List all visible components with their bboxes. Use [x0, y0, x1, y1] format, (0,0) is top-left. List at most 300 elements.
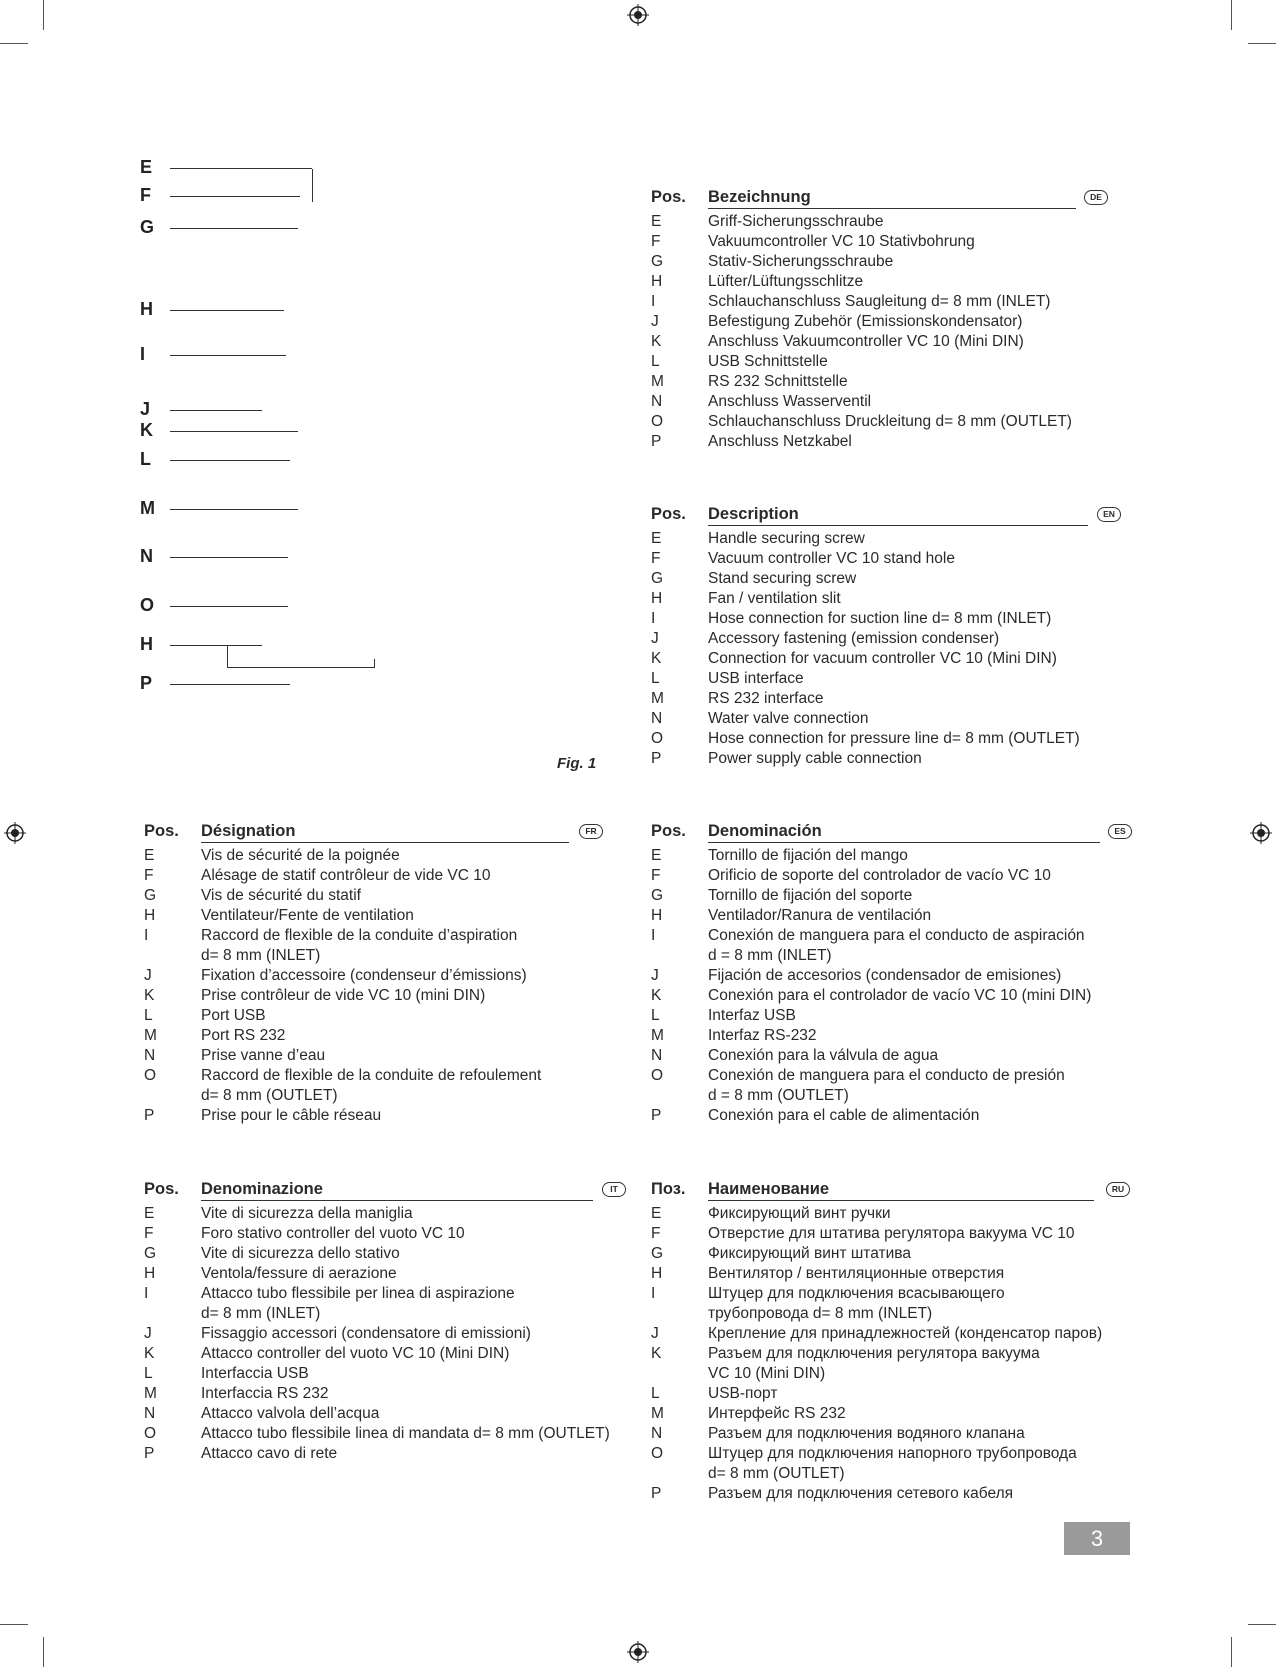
position-key: J: [651, 1325, 659, 1342]
callout-letter: H: [140, 634, 153, 654]
part-description: Handle securing screw: [708, 530, 865, 547]
leader-line: [170, 645, 262, 646]
parts-list-header: [144, 1180, 624, 1204]
parts-list-header: [651, 188, 1141, 212]
list-item: [651, 372, 1141, 392]
part-description: Ventilador/Ranura de ventilación: [708, 907, 932, 924]
parts-rows: [651, 529, 1141, 769]
callout-letter: E: [140, 157, 153, 177]
list-item: [651, 729, 1141, 749]
position-key: K: [651, 650, 662, 667]
header-rule: [708, 208, 1076, 209]
part-description: Anschluss Netzkabel: [708, 433, 852, 450]
part-description: Water valve connection: [708, 710, 869, 727]
part-description: Фиксирующий винт штатива: [708, 1245, 911, 1262]
position-key: G: [651, 570, 664, 587]
list-item: [651, 212, 1141, 232]
list-item: [651, 749, 1141, 769]
position-key: O: [651, 730, 664, 747]
part-description: Conexión para el controlador de vacío VC 10 (mini DIN): [708, 987, 1092, 1004]
position-key: G: [651, 253, 664, 270]
part-description: Attacco controller del vuoto VC 10 (Mini DIN): [201, 1345, 510, 1362]
list-item: [651, 252, 1141, 272]
pos-label: Pos.: [651, 188, 686, 206]
list-item: [144, 1324, 624, 1344]
part-description: Vis de sécurité de la poignée: [201, 847, 400, 864]
column-title: Denominazione: [201, 1180, 323, 1198]
parts-list-es: [651, 822, 1141, 1126]
position-key: P: [651, 1107, 662, 1124]
position-key: I: [651, 293, 656, 310]
part-description: Schlauchanschluss Druckleitung d= 8 mm (OUTLET): [708, 413, 1072, 430]
position-key: G: [144, 1245, 157, 1262]
crop-mark: [1248, 1624, 1276, 1625]
position-key: J: [651, 967, 659, 984]
leader-line: [170, 557, 288, 558]
part-description: Штуцер для подключения всасывающего: [708, 1285, 1005, 1302]
position-key: E: [651, 530, 662, 547]
language-badge: DE: [1084, 190, 1108, 205]
part-description: Tornillo de fijación del mango: [708, 847, 908, 864]
part-description: Vis de sécurité du statif: [201, 887, 361, 904]
position-key: J: [651, 313, 659, 330]
list-item: [144, 1444, 624, 1464]
position-key: F: [144, 1225, 154, 1242]
position-key: M: [651, 373, 664, 390]
list-item: [651, 886, 1141, 906]
leader-line: [170, 684, 290, 685]
part-description: Raccord de flexible de la conduite de refoulement: [201, 1067, 542, 1084]
part-description-continued: d = 8 mm (INLET): [708, 947, 832, 964]
list-item: [144, 1344, 624, 1364]
part-description: Attacco tubo flessibile per linea di aspirazione: [201, 1285, 515, 1302]
position-key: O: [651, 1067, 664, 1084]
list-item: [651, 609, 1141, 629]
part-description: Attacco valvola dell’acqua: [201, 1405, 380, 1422]
position-key: G: [651, 887, 664, 904]
position-key: F: [651, 233, 661, 250]
list-item: [651, 549, 1141, 569]
crop-mark: [1231, 1637, 1232, 1667]
position-key: K: [651, 1345, 662, 1362]
list-item: [651, 669, 1141, 689]
leader-line: [170, 460, 290, 461]
leader-line: [170, 509, 298, 510]
part-description: Connection for vacuum controller VC 10 (Mini DIN): [708, 650, 1057, 667]
part-description: Разъем для подключения сетевого кабеля: [708, 1485, 1014, 1502]
part-description: Stativ-Sicherungsschraube: [708, 253, 894, 270]
position-key: G: [144, 887, 157, 904]
position-key: J: [651, 630, 659, 647]
part-description: Ventilateur/Fente de ventilation: [201, 907, 414, 924]
part-description: Prise vanne d’eau: [201, 1047, 326, 1064]
part-description: Anschluss Wasserventil: [708, 393, 872, 410]
part-description: Разъем для подключения водяного клапана: [708, 1425, 1025, 1442]
header-rule: [201, 1200, 593, 1201]
part-description: Hose connection for pressure line d= 8 mm (OUTLET): [708, 730, 1080, 747]
parts-list-de: [651, 188, 1141, 452]
position-key: H: [144, 1265, 156, 1282]
list-item: [144, 906, 624, 926]
list-item: [651, 569, 1141, 589]
part-description: Griff-Sicherungsschraube: [708, 213, 884, 230]
callout-letter: K: [140, 420, 153, 440]
language-badge: IT: [602, 1182, 626, 1197]
language-badge: RU: [1106, 1182, 1130, 1197]
list-item: [144, 866, 624, 886]
list-item: [144, 1364, 624, 1384]
registration-mark-icon: [4, 822, 26, 844]
position-key: H: [144, 907, 156, 924]
part-description: Schlauchanschluss Saugleitung d= 8 mm (INLET): [708, 293, 1051, 310]
column-title: Denominación: [708, 822, 822, 840]
part-description: USB interface: [708, 670, 804, 687]
part-description: Interfaz USB: [708, 1007, 796, 1024]
part-description: Interfaccia RS 232: [201, 1385, 329, 1402]
part-description: Штуцер для подключения напорного трубопровода: [708, 1445, 1077, 1462]
part-description: Hose connection for suction line d= 8 mm (INLET): [708, 610, 1052, 627]
part-description: RS 232 interface: [708, 690, 824, 707]
callout-letter: O: [140, 595, 155, 615]
position-key: J: [144, 1325, 152, 1342]
parts-list-header: [651, 505, 1141, 529]
leader-line: [170, 606, 288, 607]
part-description-continued: трубопровода d= 8 mm (INLET): [708, 1305, 933, 1322]
list-item: [651, 689, 1141, 709]
parts-list-header: [144, 822, 624, 846]
column-title: Bezeichnung: [708, 188, 811, 206]
list-item: [651, 1264, 1141, 1284]
list-item: [651, 1384, 1141, 1404]
parts-list-header: [651, 1180, 1141, 1204]
part-description: Vakuumcontroller VC 10 Stativbohrung: [708, 233, 975, 250]
position-key: O: [144, 1067, 157, 1084]
part-description: Vite di sicurezza della maniglia: [201, 1205, 413, 1222]
list-item: [651, 1026, 1141, 1046]
position-key: N: [144, 1405, 156, 1422]
crop-mark: [43, 0, 44, 30]
pos-label: Pos.: [651, 505, 686, 523]
position-key: E: [144, 1205, 155, 1222]
pos-label: Pos.: [651, 822, 686, 840]
position-key: M: [651, 1027, 664, 1044]
position-key: H: [651, 1265, 663, 1282]
position-key: L: [651, 670, 660, 687]
position-key: M: [651, 1405, 664, 1422]
position-key: L: [651, 1385, 660, 1402]
registration-mark-icon: [627, 4, 649, 26]
position-key: O: [651, 413, 664, 430]
part-description: Foro stativo controller del vuoto VC 10: [201, 1225, 465, 1242]
list-item: [651, 1066, 1141, 1106]
language-badge: ES: [1108, 824, 1132, 839]
list-item: [144, 1424, 624, 1444]
header-rule: [708, 842, 1100, 843]
position-key: L: [144, 1365, 153, 1382]
part-description: Prise contrôleur de vide VC 10 (mini DIN): [201, 987, 486, 1004]
part-description: Vite di sicurezza dello stativo: [201, 1245, 400, 1262]
leader-line: [170, 168, 312, 169]
part-description: Разъем для подключения регулятора вакуума: [708, 1345, 1040, 1362]
position-key: P: [651, 433, 662, 450]
position-key: N: [144, 1047, 156, 1064]
leader-line: [170, 431, 298, 432]
parts-rows: [651, 212, 1141, 452]
parts-list-fr: [144, 822, 624, 1126]
part-description: Attacco cavo di rete: [201, 1445, 338, 1462]
part-description: Port USB: [201, 1007, 266, 1024]
bracket-line: [374, 659, 375, 668]
list-item: [144, 966, 624, 986]
parts-rows: [144, 1204, 624, 1464]
list-item: [651, 292, 1141, 312]
position-key: L: [651, 353, 660, 370]
part-description: Ventola/fessure di aerazione: [201, 1265, 397, 1282]
callout-letter: N: [140, 546, 153, 566]
list-item: [144, 1244, 624, 1264]
bracket-line: [227, 646, 228, 667]
registration-mark-icon: [627, 1641, 649, 1663]
leader-line: [170, 410, 262, 411]
crop-mark: [43, 1637, 44, 1667]
language-badge: FR: [579, 824, 603, 839]
position-key: N: [651, 393, 663, 410]
position-key: H: [651, 907, 663, 924]
part-description-continued: d= 8 mm (OUTLET): [708, 1465, 845, 1482]
part-description: Attacco tubo flessibile linea di mandata d= 8 mm (OUTLET): [201, 1425, 610, 1442]
list-item: [651, 649, 1141, 669]
list-item: [144, 1026, 624, 1046]
part-description: Fijación de accesorios (condensador de emisiones): [708, 967, 1062, 984]
page-number: 3: [1064, 1522, 1130, 1555]
part-description: Accessory fastening (emission condenser): [708, 630, 1000, 647]
part-description: Anschluss Vakuumcontroller VC 10 (Mini DIN): [708, 333, 1024, 350]
list-item: [651, 906, 1141, 926]
list-item: [144, 1006, 624, 1026]
position-key: L: [651, 1007, 660, 1024]
list-item: [144, 1404, 624, 1424]
position-key: I: [144, 927, 149, 944]
part-description-continued: d= 8 mm (OUTLET): [201, 1087, 338, 1104]
part-description: Raccord de flexible de la conduite d’aspiration: [201, 927, 518, 944]
part-description: Stand securing screw: [708, 570, 857, 587]
column-title: Désignation: [201, 822, 296, 840]
position-key: K: [144, 987, 155, 1004]
pos-label: Pos.: [144, 1180, 179, 1198]
part-description: Lüfter/Lüftungsschlitze: [708, 273, 864, 290]
list-item: [651, 966, 1141, 986]
part-description: USB-порт: [708, 1385, 778, 1402]
list-item: [144, 886, 624, 906]
bracket-line: [227, 667, 375, 668]
list-item: [651, 866, 1141, 886]
list-item: [144, 1224, 624, 1244]
position-key: P: [144, 1107, 155, 1124]
list-item: [651, 1244, 1141, 1264]
list-item: [651, 1444, 1141, 1484]
position-key: P: [651, 750, 662, 767]
parts-rows: [144, 846, 624, 1126]
position-key: E: [651, 847, 662, 864]
parts-list-ru: [651, 1180, 1141, 1504]
position-key: I: [651, 610, 656, 627]
part-description: Conexión de manguera para el conducto de aspiración: [708, 927, 1085, 944]
part-description: RS 232 Schnittstelle: [708, 373, 848, 390]
leader-line: [170, 355, 286, 356]
part-description: USB Schnittstelle: [708, 353, 828, 370]
registration-mark-icon: [1250, 822, 1272, 844]
list-item: [144, 1264, 624, 1284]
position-key: M: [651, 690, 664, 707]
part-description: Orificio de soporte del controlador de vacío VC 10: [708, 867, 1051, 884]
position-key: E: [144, 847, 155, 864]
part-description: Conexión de manguera para el conducto de presión: [708, 1067, 1065, 1084]
position-key: N: [651, 1047, 663, 1064]
crop-mark: [0, 43, 28, 44]
crop-mark: [0, 1624, 28, 1625]
position-key: I: [651, 1285, 656, 1302]
parts-rows: [651, 846, 1141, 1126]
leader-line: [170, 196, 300, 197]
part-description-continued: d= 8 mm (INLET): [201, 1305, 321, 1322]
list-item: [651, 1046, 1141, 1066]
crop-mark: [1231, 0, 1232, 30]
list-item: [144, 1384, 624, 1404]
list-item: [144, 1066, 624, 1106]
crop-mark: [1248, 43, 1276, 44]
parts-list-it: [144, 1180, 624, 1464]
list-item: [651, 926, 1141, 966]
callout-letter: P: [140, 673, 153, 693]
header-rule: [708, 525, 1088, 526]
position-key: L: [144, 1007, 153, 1024]
position-key: M: [144, 1385, 157, 1402]
language-badge: EN: [1097, 507, 1121, 522]
callout-letter: F: [140, 185, 151, 205]
position-key: E: [651, 1205, 662, 1222]
list-item: [144, 1046, 624, 1066]
position-key: K: [651, 987, 662, 1004]
position-key: O: [651, 1445, 664, 1462]
position-key: J: [144, 967, 152, 984]
list-item: [651, 709, 1141, 729]
position-key: N: [651, 710, 663, 727]
list-item: [651, 412, 1141, 432]
callout-letter: L: [140, 449, 151, 469]
leader-line: [170, 228, 298, 229]
list-item: [651, 529, 1141, 549]
leader-line: [170, 310, 284, 311]
callout-letter: M: [140, 498, 155, 518]
part-description: Фиксирующий винт ручки: [708, 1205, 891, 1222]
list-item: [651, 1484, 1141, 1504]
list-item: [651, 629, 1141, 649]
list-item: [651, 1006, 1141, 1026]
position-key: F: [651, 867, 661, 884]
list-item: [651, 1204, 1141, 1224]
part-description: Interfaccia USB: [201, 1365, 309, 1382]
position-key: H: [651, 273, 663, 290]
position-key: F: [651, 1225, 661, 1242]
list-item: [144, 1204, 624, 1224]
list-item: [144, 846, 624, 866]
position-key: F: [144, 867, 154, 884]
part-description: Отверстие для штатива регулятора вакуума VC 10: [708, 1225, 1075, 1242]
part-description: Fan / ventilation slit: [708, 590, 841, 607]
position-key: E: [651, 213, 662, 230]
list-item: [651, 332, 1141, 352]
position-key: M: [144, 1027, 157, 1044]
callout-letter: J: [140, 399, 151, 419]
list-item: [651, 352, 1141, 372]
list-item: [144, 1106, 624, 1126]
callout-letter: G: [140, 217, 155, 237]
part-description: Conexión para el cable de alimentación: [708, 1107, 980, 1124]
position-key: P: [651, 1485, 662, 1502]
list-item: [651, 1344, 1141, 1384]
list-item: [651, 1404, 1141, 1424]
position-key: I: [651, 927, 656, 944]
list-item: [651, 272, 1141, 292]
list-item: [651, 846, 1141, 866]
part-description: Port RS 232: [201, 1027, 286, 1044]
list-item: [651, 232, 1141, 252]
position-key: P: [144, 1445, 155, 1462]
header-rule: [201, 842, 569, 843]
parts-list-en: [651, 505, 1141, 769]
list-item: [651, 432, 1141, 452]
list-item: [651, 1424, 1141, 1444]
list-item: [651, 1284, 1141, 1324]
list-item: [144, 926, 624, 966]
header-rule: [708, 1200, 1094, 1201]
column-title: Наименование: [708, 1180, 830, 1198]
list-item: [651, 312, 1141, 332]
figure-label: Fig. 1: [557, 755, 597, 772]
position-key: O: [144, 1425, 157, 1442]
part-description: Интерфейс RS 232: [708, 1405, 846, 1422]
part-description: Conexión para la válvula de agua: [708, 1047, 939, 1064]
part-description: Fissaggio accessori (condensatore di emissioni): [201, 1325, 531, 1342]
callout-letter: H: [140, 299, 153, 319]
position-key: G: [651, 1245, 664, 1262]
list-item: [651, 392, 1141, 412]
position-key: N: [651, 1425, 663, 1442]
parts-list-header: [651, 822, 1141, 846]
part-description: Tornillo de fijación del soporte: [708, 887, 913, 904]
part-description: Interfaz RS-232: [708, 1027, 817, 1044]
part-description: Vacuum controller VC 10 stand hole: [708, 550, 955, 567]
part-description-continued: VC 10 (Mini DIN): [708, 1365, 826, 1382]
position-key: K: [144, 1345, 155, 1362]
part-description: Befestigung Zubehör (Emissionskondensator): [708, 313, 1023, 330]
part-description: Крепление для принадлежностей (конденсатор паров): [708, 1325, 1103, 1342]
pos-label: Pos.: [144, 822, 179, 840]
list-item: [651, 986, 1141, 1006]
list-item: [651, 1324, 1141, 1344]
part-description: Prise pour le câble réseau: [201, 1107, 382, 1124]
position-key: I: [144, 1285, 149, 1302]
part-description-continued: d= 8 mm (INLET): [201, 947, 321, 964]
position-key: H: [651, 590, 663, 607]
list-item: [144, 986, 624, 1006]
pos-label: Поз.: [651, 1180, 686, 1198]
part-description: Fixation d’accessoire (condenseur d’émissions): [201, 967, 527, 984]
callout-letter: I: [140, 344, 146, 364]
list-item: [651, 1224, 1141, 1244]
position-key: K: [651, 333, 662, 350]
list-item: [651, 1106, 1141, 1126]
